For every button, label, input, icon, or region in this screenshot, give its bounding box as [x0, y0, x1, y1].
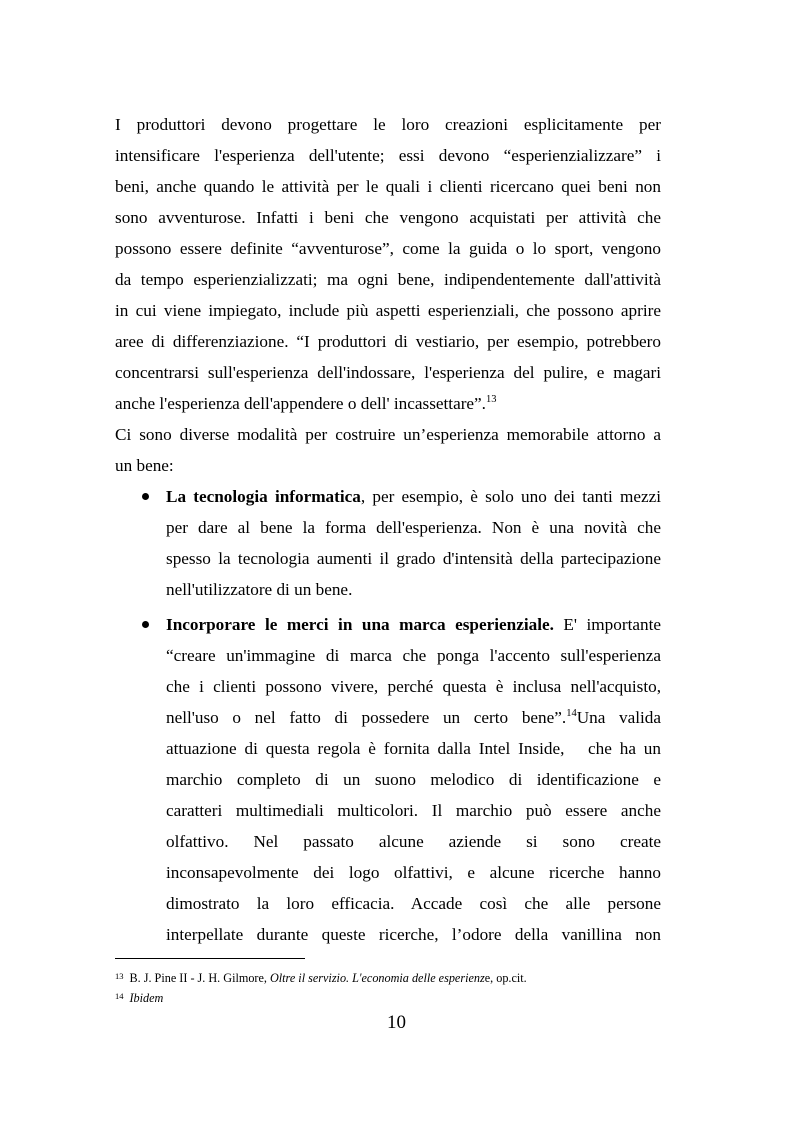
footnote-ref-14: 14: [566, 708, 577, 719]
page-number: 10: [387, 1012, 406, 1033]
bullet-2-bold: Incorporare le merci in una marca esperienziale.: [166, 615, 554, 634]
footnote-divider: [115, 958, 305, 959]
bullet-2-line-3: che i clienti possono vivere, perché questa è inclusa nell'acquisto,: [166, 677, 661, 696]
bullet-dot-icon: [142, 621, 149, 628]
body-text: [115, 109, 661, 950]
bullet-2-line-7: caratteri multimediali multicolori. Il marchio può essere anche: [166, 801, 661, 820]
bullet-2-line-11: interpellate durante queste ricerche, l’odore della vanillina non: [166, 925, 661, 944]
bullet-2-line-6: marchio completo di un suono melodico di identificazione e: [166, 770, 661, 789]
bullet-list: [115, 481, 661, 950]
paragraph-1-line-4: sono avventurose. Infatti i beni che vengono acquistati per attività che: [115, 208, 661, 227]
bullet-1-last-line: nell'utilizzatore di un bene.: [166, 580, 353, 599]
bullet-item-informatics: [115, 481, 661, 605]
footnote-14-text: Ibidem: [129, 991, 164, 1005]
paragraph-1-line-5: possono essere definite “avventurose”, come la guida o lo sport, vengono: [115, 239, 661, 258]
bullet-1-bold: La tecnologia informatica: [166, 487, 361, 506]
paragraph-1-line-2: intensificare l'esperienza dell'utente; essi devono “esperienzializzare” i: [115, 146, 661, 165]
footnote-13-post: e, op.cit.: [484, 971, 527, 985]
footnote-14-number: 14: [115, 991, 124, 1001]
bullet-1-line-2: per dare al bene la forma dell'esperienza. Non è una novità che: [166, 518, 661, 537]
paragraph-2: [115, 419, 661, 481]
bullet-1-line-3: spesso la tecnologia aumenti il grado d'intensità della partecipazione: [166, 549, 661, 568]
footnote-13: [115, 968, 661, 988]
footnote-13-title: Oltre il servizio. L'economia delle esperienz: [269, 971, 485, 985]
footnote-ref-13: 13: [485, 394, 497, 405]
bullet-1-line-1: [166, 481, 661, 512]
bullet-2-line-8: olfattivo. Nel passato alcune aziende si sono create: [166, 832, 661, 851]
footnote-14: [115, 988, 661, 1008]
footnote-13-number: 13: [115, 971, 124, 981]
bullet-2-line-5: attuazione di questa regola è fornita dalla Intel Inside, che ha un: [166, 739, 661, 758]
footnote-13-pre: B. J. Pine II - J. H. Gilmore,: [129, 971, 270, 985]
bullet-2-line-2: “creare un'immagine di marca che ponga l'accento sull'esperienza: [166, 646, 661, 665]
paragraph-1-last-line: [115, 388, 661, 419]
bullet-2-line-1-rest: E' importante: [553, 615, 661, 634]
bullet-2-line-10: dimostrato la loro efficacia. Accade così che alle persone: [166, 894, 661, 913]
paragraph-1-line-3: beni, anche quando le attività per le quali i clienti ricercano quei beni non: [115, 177, 661, 196]
bullet-2-line-9: inconsapevolmente dei logo olfattivi, e alcune ricerche hanno: [166, 863, 661, 882]
paragraph-2-line-1: Ci sono diverse modalità per costruire un’esperienza memorabile attorno a: [115, 425, 661, 444]
bullet-2-line-1: [166, 609, 661, 640]
bullet-dot-icon: [142, 493, 149, 500]
bullet-1-line-1-rest: , per esempio, è solo uno dei tanti mezzi: [360, 487, 661, 506]
paragraph-1-line-6: da tempo esperienzializzati; ma ogni bene, indipendentemente dall'attività: [115, 270, 661, 289]
bullet-2-line-4-pre: nell'uso o nel fatto di possedere un certo bene”.: [166, 708, 567, 727]
paragraph-1-line-1: I produttori devono progettare le loro creazioni esplicitamente per: [115, 115, 661, 134]
paragraph-1-last-line-text: anche l'esperienza dell'appendere o dell' incassettare”.: [115, 394, 486, 413]
paragraph-1-line-9: concentrarsi sull'esperienza dell'indossare, l'esperienza del pulire, e magari: [115, 363, 661, 382]
bullet-2-line-4: [166, 702, 661, 733]
bullet-item-brand: [115, 609, 661, 950]
paragraph-1-line-7: in cui viene impiegato, include più aspetti esperienziali, che possono aprire: [115, 301, 661, 320]
bullet-2-line-4-post: Una valida: [576, 708, 661, 727]
paragraph-2-last-line: un bene:: [115, 456, 174, 475]
paragraph-1-line-8: aree di differenziazione. “I produttori di vestiario, per esempio, potrebbero: [115, 332, 661, 351]
footnotes: [115, 958, 661, 1008]
paragraph-1: [115, 109, 661, 419]
